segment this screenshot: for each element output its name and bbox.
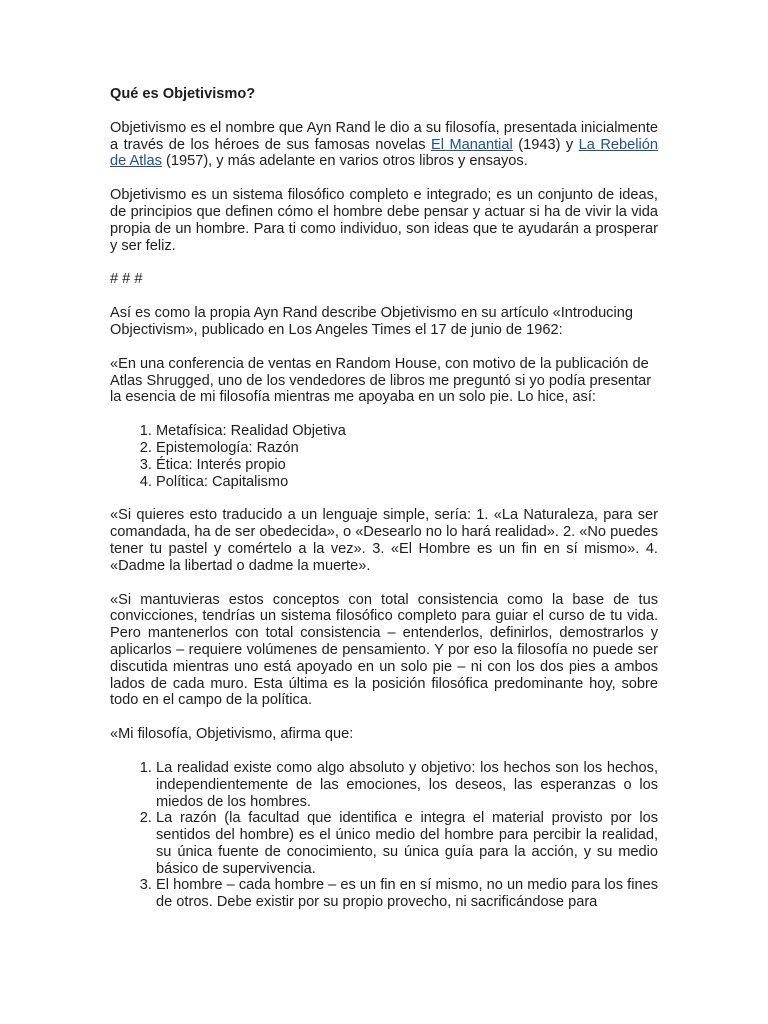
- definition-paragraph: Objetivismo es un sistema filosófico completo e integrado; es un conjunto de ideas, de principios que definen cómo el hombre debe pensar y actuar si ha de vivir la vida propia de un hombre. Para ti como individuo, son ideas que te ayudarán a prosperar y ser feliz.: [110, 187, 658, 254]
- document-title: Qué es Objetivismo?: [110, 86, 256, 102]
- intro-text-end: (1957), y más adelante en varios otros libros y ensayos.: [161, 153, 528, 170]
- philosophy-intro-paragraph: «Mi filosofía, Objetivismo, afirma que:: [110, 726, 354, 743]
- list-item: 3. Ética: Interés propio: [156, 457, 658, 474]
- section-separator: # # #: [110, 271, 143, 288]
- consistency-paragraph: «Si mantuvieras estos conceptos con total consistencia como la base de tus convicciones, tendrías un sistema filosófico completo para guiar el curso de tu vida. Pero mantenerlos con total consistencia – entenderlos, definirlos, demostrarlos y aplicarlos – requiere volúmenes de pensamiento. Y por eso la filosofía no puede ser discutida mientras uno está apoyado en un solo pie – ni con los dos pies a ambos lados de cada muro. Esta última es la posición filosófica predominante hoy, sobre todo en el campo de la política.: [110, 591, 658, 709]
- quote-intro-paragraph: «En una conferencia de ventas en Random House, con motivo de la publicación de Atlas Shrugged, uno de los vendedores de libros me preguntó si yo podía presentar la esencia de mi filosofía mientras me apoyaba en un solo pie. Lo hice, así:: [110, 355, 652, 406]
- branches-list: [110, 423, 658, 490]
- list-item: 2. Epistemología: Razón: [156, 440, 658, 457]
- list-item: 2. La razón (la facultad que identifica e integra el material provisto por los sentidos del hombre) es el único medio del hombre para percibir la realidad, su única fuente de conocimiento, su única guía para la acción, y su medio básico de supervivencia.: [156, 810, 658, 877]
- list-item: 1. Metafísica: Realidad Objetiva: [156, 423, 658, 440]
- document-body: [110, 86, 658, 928]
- intro-text-middle: (1943) y: [512, 136, 579, 153]
- link-el-manantial[interactable]: El Manantial: [431, 136, 513, 153]
- principles-list: [110, 760, 658, 911]
- link-la-rebelion-de-atlas[interactable]: La Rebelión de Atlas: [110, 136, 658, 170]
- list-item: 3. El hombre – cada hombre – es un fin en sí mismo, no un medio para los fines de otros. Debe existir por su propio provecho, ni sacrificándose para: [156, 877, 658, 911]
- list-item: 1. La realidad existe como algo absoluto y objetivo: los hechos son los hechos, independientemente de las emociones, los deseos, las esperanzas o los miedos de los hombres.: [156, 760, 658, 810]
- simple-language-paragraph: «Si quieres esto traducido a un lenguaje simple, sería: 1. «La Naturaleza, para ser comandada, ha de ser obedecida», o «Desearlo no lo hará realidad». 2. «No puedes tener tu pastel y comértelo a la vez». 3. «El Hombre es un fin en sí mismo». 4. «Dadme la libertad o dadme la muerte».: [110, 507, 658, 574]
- intro-text-start: Objetivismo es el nombre que Ayn Rand le dio a su filosofía, presentada inicialmente a través de los héroes de sus famosas novelas: [110, 119, 658, 153]
- article-intro-paragraph: Así es como la propia Ayn Rand describe Objetivismo en su artículo «Introducing Objectivism», publicado en Los Angeles Times el 17 de junio de 1962:: [110, 305, 633, 338]
- list-item: 4. Política: Capitalismo: [156, 474, 658, 491]
- intro-paragraph: [110, 120, 658, 170]
